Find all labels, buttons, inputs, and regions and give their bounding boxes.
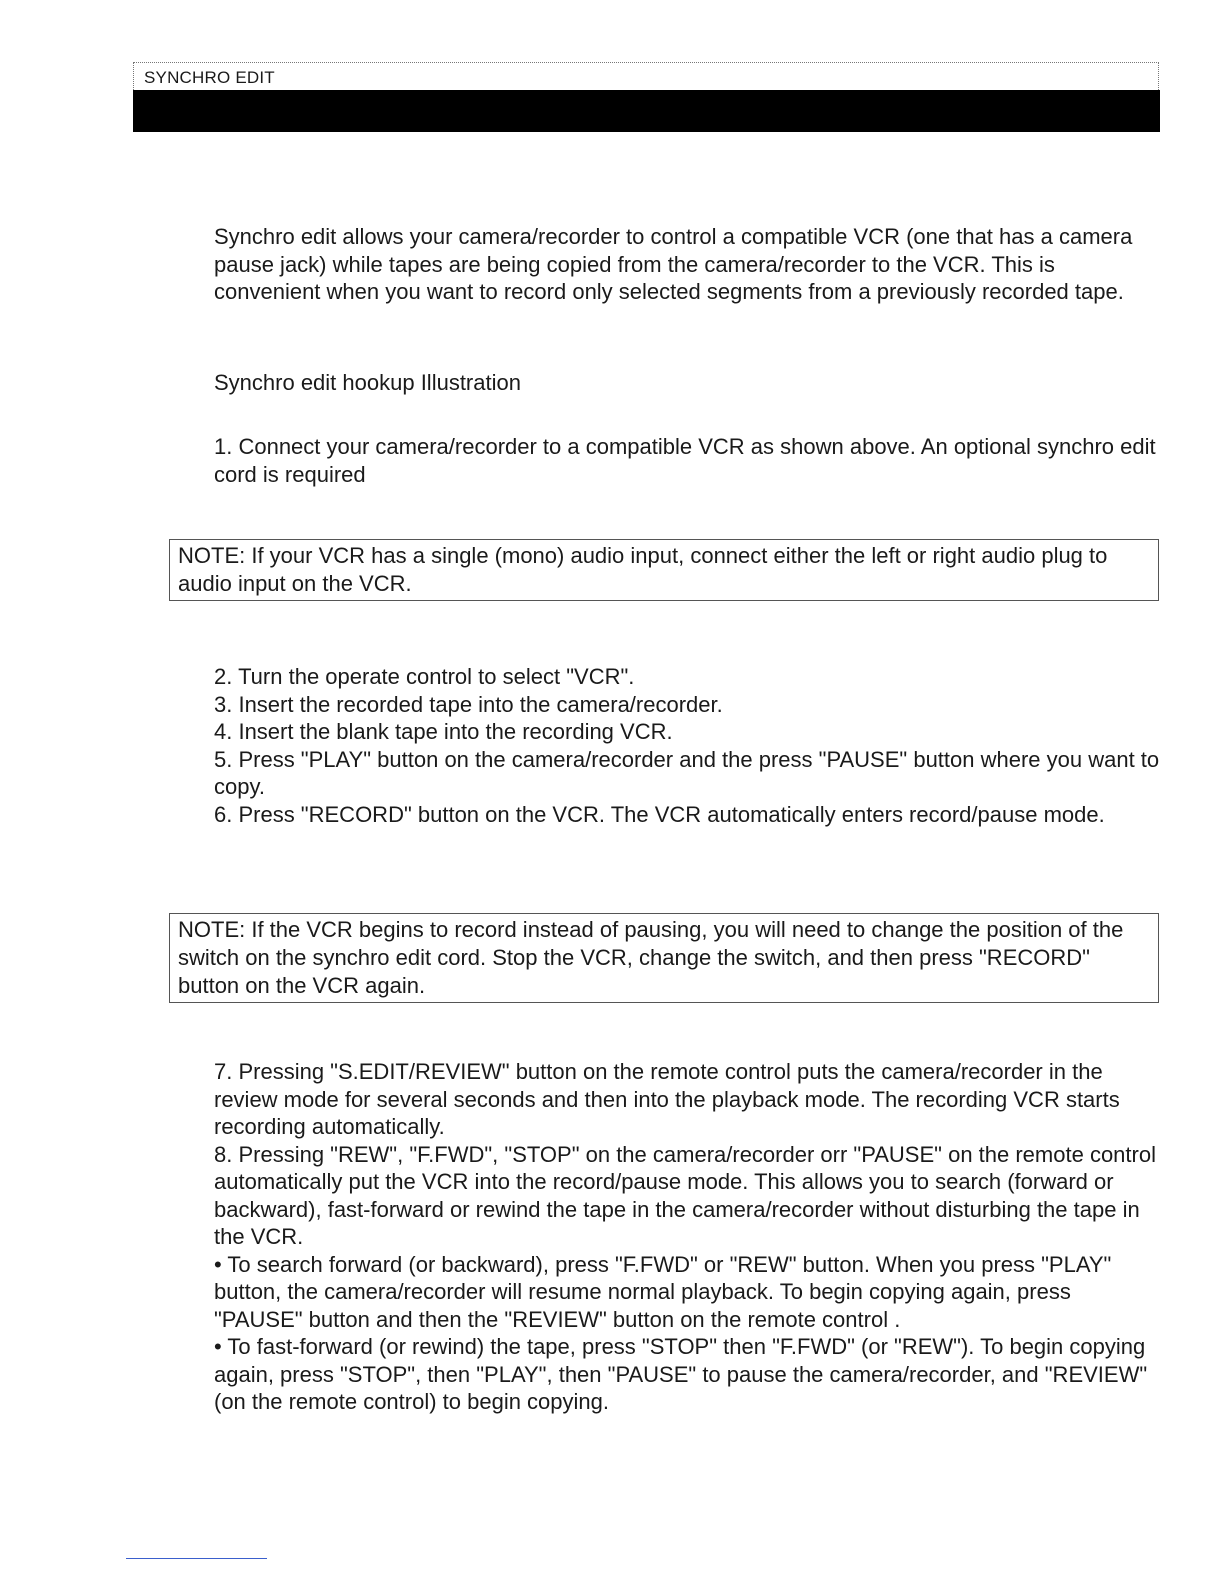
step-2: 2. Turn the operate control to select "VCR".	[214, 664, 635, 689]
step-8: 8. Pressing "REW", "F.FWD", "STOP" on the camera/recorder orr "PAUSE" on the remote control automatically put the VCR into the record/pause mode. This allows you to search (forward or backward), fast-forward or rewind the tape in the camera/recorder without disturbing the tape in the VCR.	[214, 1141, 1156, 1249]
section-title: SYNCHRO EDIT	[144, 68, 275, 87]
intro-text: Synchro edit allows your camera/recorder to control a compatible VCR (one that has a camera pause jack) while tapes are being copied from the camera/recorder to the VCR. This is convenient when you want to record only selected segments from a previously recorded tape.	[214, 224, 1133, 304]
note-box-audio	[169, 539, 1159, 601]
intro-paragraph	[214, 223, 1164, 306]
step-6: 6. Press "RECORD" button on the VCR. The VCR automatically enters record/pause mode.	[214, 801, 1105, 827]
footer-rule	[126, 1558, 267, 1559]
step-4: 4. Insert the blank tape into the recording VCR.	[214, 719, 673, 744]
step-5: 5. Press "PLAY" button on the camera/recorder and the press "PAUSE" button where you want to copy.	[214, 746, 1160, 799]
illustration-caption	[214, 369, 1164, 397]
note-switch-text: NOTE: If the VCR begins to record instead of pausing, you will need to change the position of the switch on the synchro edit cord. Stop the VCR, change the switch, and then press "RECORD" button on the VCR again.	[178, 917, 1124, 998]
step-1	[214, 433, 1164, 488]
step-1-text: 1. Connect your camera/recorder to a compatible VCR as shown above. An optional synchro edit cord is required	[214, 434, 1156, 487]
header-bar	[133, 90, 1160, 132]
bullet-search: • To search forward (or backward), press "F.FWD" or "REW" button. When you press "PLAY" button, the camera/recorder will resume normal playback. To begin copying again, press "PAUSE" button and then the "REVIEW" button on the remote control .	[214, 1251, 1112, 1332]
steps-7-to-8	[214, 1058, 1164, 1416]
note-audio-text: NOTE: If your VCR has a single (mono) audio input, connect either the left or right audio plug to audio input on the VCR.	[178, 543, 1108, 596]
section-header-label	[133, 62, 1159, 90]
note-box-switch	[169, 913, 1159, 1003]
steps-2-to-6	[214, 663, 1164, 828]
step-7: 7. Pressing "S.EDIT/REVIEW" button on the remote control puts the camera/recorder in the review mode for several seconds and then into the playback mode. The recording VCR starts recording automatically.	[214, 1059, 1120, 1139]
step-3: 3. Insert the recorded tape into the camera/recorder.	[214, 691, 723, 717]
illustration-caption-text: Synchro edit hookup Illustration	[214, 370, 521, 395]
bullet-fast-forward: • To fast-forward (or rewind) the tape, press "STOP" then "F.FWD" (or "REW"). To begin copying again, press "STOP", then "PLAY", then "PAUSE" to pause the camera/recorder, and "REVIEW" (on the remote control) to begin copying.	[214, 1334, 1148, 1414]
